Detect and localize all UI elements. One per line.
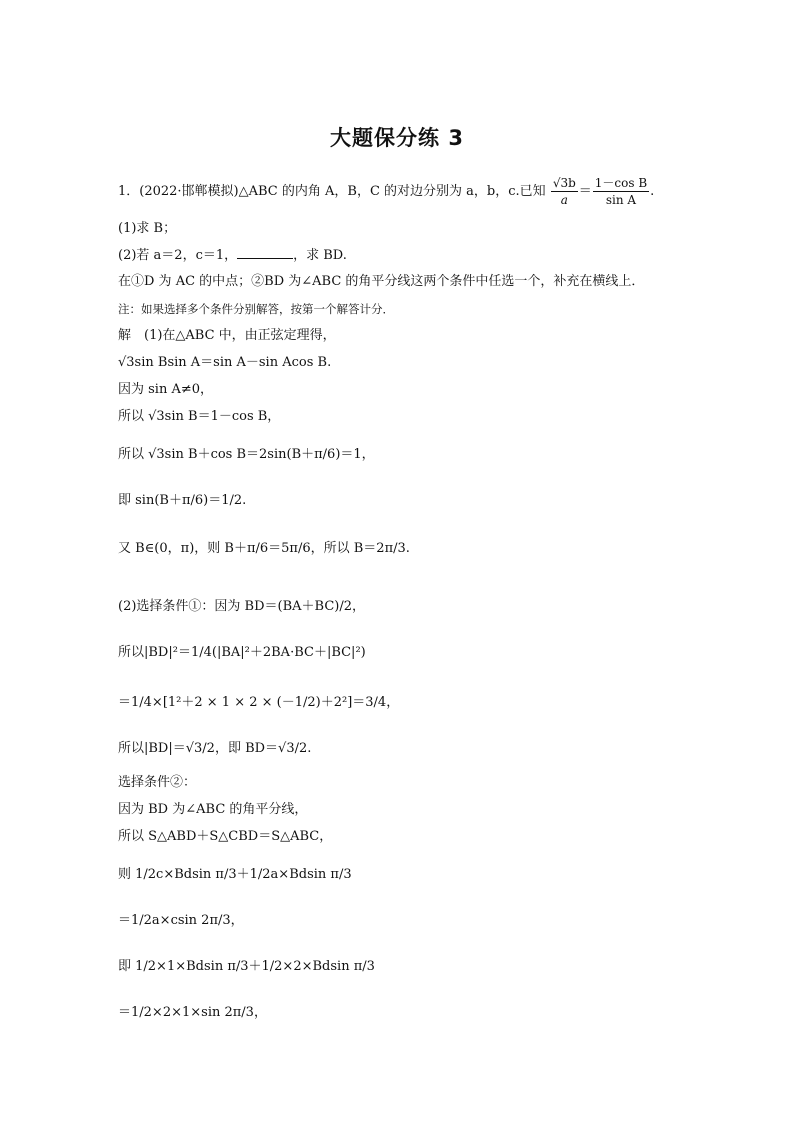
solution-line-14: 所以 S△ABD＋S△CBD＝S△ABC， (118, 829, 333, 844)
problem-intro-line: 1．(2022·邯郸模拟)△ABC 的内角 A，B，C 的对边分别为 a，b，c.已知 $\frac{√3b}{a}$ ＝ $\frac{\text{1－cos B}}{\text{sin A}}$ . (118, 176, 655, 207)
solution-line-16: ＝1/2a×csin 2π/3， (118, 913, 244, 928)
page-title: 大题保分练 3 (330, 126, 464, 150)
solution-line-5: 所以 √3sin B＋cos B＝2sin(B＋π/6)＝1， (118, 447, 375, 462)
solution-line-15: 则 1/2c×Bdsin π/3＋1/2a×Bdsin π/3 (118, 867, 352, 882)
scoring-note: 注：如果选择多个条件分别解答，按第一个解答计分． (118, 302, 394, 316)
given-rhs-denominator: sin A (605, 193, 637, 207)
solution-line-10: ＝1/4×[1²＋2 × 1 × 2 × (－1/2)＋2²]＝3/4， (118, 695, 400, 710)
solution-line-2: √3sin Bsin A＝sin A－sin Acos B. (118, 355, 332, 370)
part-2 (118, 246, 347, 265)
given-fraction-right (593, 176, 649, 207)
solution-line-9: 所以|BD|²＝1/4(|BA|²＋2BA·BC＋|BC|²) (118, 645, 366, 660)
solution-line-17: 即 1/2×1×Bdsin π/3＋1/2×2×Bdsin π/3 (118, 959, 375, 974)
solution-line-13: 因为 BD 为∠ABC 的角平分线， (118, 802, 308, 817)
solution-line-7: 又 B∈(0，π)，则 B＋π/6＝5π/6，所以 B＝2π/3. (118, 541, 410, 556)
solution-line-4: 所以 √3sin B＝1－cos B， (118, 409, 281, 424)
conditions-text: 在①D 为 AC 的中点；②BD 为∠ABC 的角平分线这两个条件中任选一个，补充在横线上． (118, 274, 645, 289)
solution-line-3: 因为 sin A≠0， (118, 382, 214, 397)
part-2-prefix: (2)若 a＝2，c＝1， (118, 248, 238, 263)
solution-line-1: 解 (1)在△ABC 中，由正弦定理得， (118, 328, 336, 343)
problem-intro: 1．(2022·邯郸模拟)△ABC 的内角 A，B，C 的对边分别为 a，b，c.已知 (118, 184, 546, 199)
solution-line-12: 选择条件②： (118, 775, 197, 790)
solution-line-18: ＝1/2×2×1×sin 2π/3， (118, 1005, 267, 1020)
part-2-suffix: ，求 BD. (293, 248, 347, 263)
given-numerator: √3b (552, 176, 576, 190)
answer-blank (237, 246, 293, 259)
solution-line-8: (2)选择条件①：因为 BD＝(BA＋BC)/2， (118, 599, 366, 614)
solution-line-11: 所以|BD|＝√3/2，即 BD＝√3/2. (118, 741, 312, 756)
given-fraction-left (551, 176, 578, 207)
given-rhs-numerator: 1－cos B (594, 176, 648, 190)
part-1: (1)求 B； (118, 221, 177, 236)
solution-line-6: 即 sin(B＋π/6)＝1/2. (118, 493, 247, 508)
given-denominator: a (560, 193, 568, 207)
